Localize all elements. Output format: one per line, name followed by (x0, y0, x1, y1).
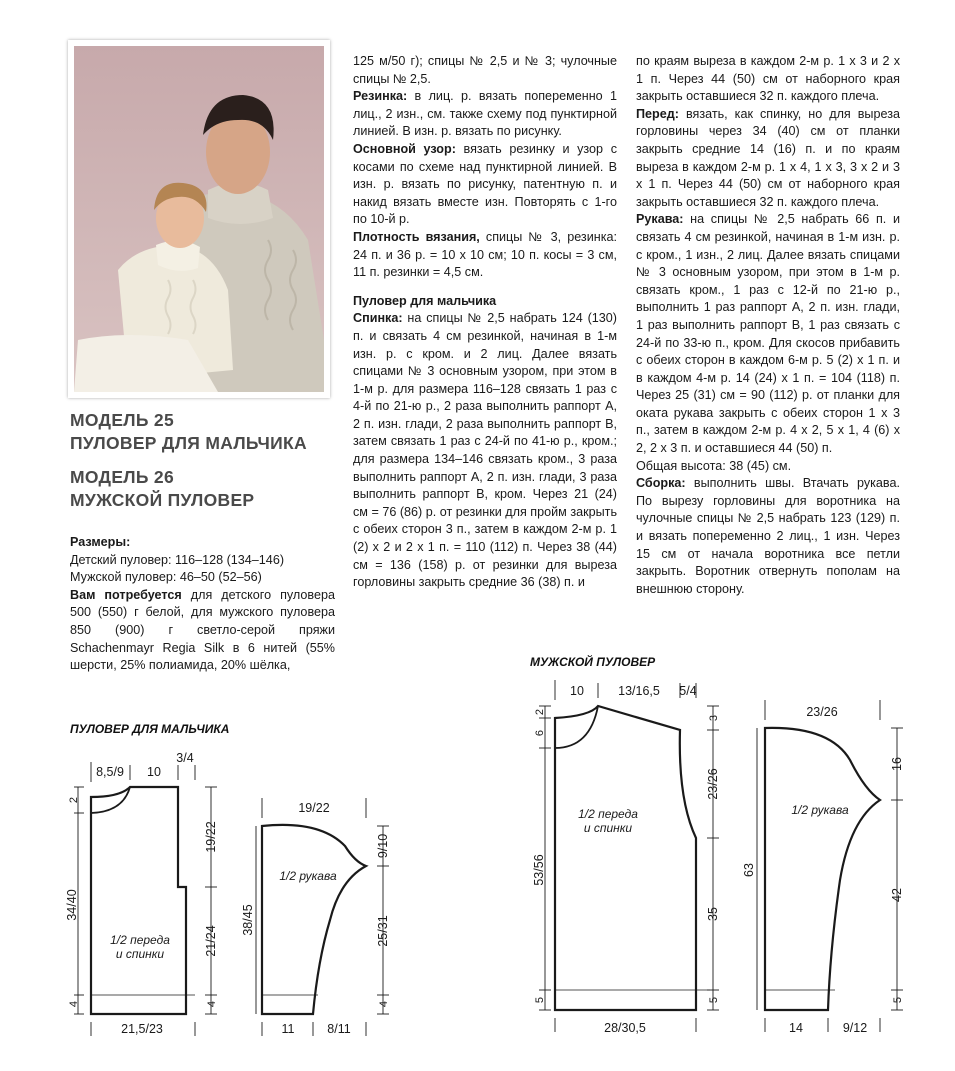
men-neck-front: 6 (534, 729, 546, 737)
men-armhole-height: 23/26 (706, 768, 720, 800)
boy-sleeve-dimension-lines (256, 798, 389, 1036)
men-rib-right: 5 (708, 996, 720, 1004)
back-text: на спицы № 2,5 набрать 124 (130) п. и связать 4 см резинкой, начиная в 1-м изн. р. с кром. и 2 лиц. Далее вязать спицами № 3 основным узором, при этом в 1-м р. для размера 116–128 связать 1 раз с 4-й по 21-ю р., 2 раза выполнить раппорт А, 2 п. изн. глади, 2 раза выполнить раппорт В, затем связать 1 раз с 24-й по 41-ю р., кром.; для размера 134–146 связать кром., 3 раза выполнить раппорт А, 2 п. изн. глади, 3 раза выполнить раппорт В, кром. Через 21 (24) см = 76 (86) р. от резинки для пройм закрыть с обеих сторон 3 п., затем в каждом 2-м р. 1 (2) х 2 и 2 х 1 п. = 110 (112) п. Через 38 (44) см = 136 (158) р. от резинки для выреза горловины закрыть средние 36 (38) п. и (353, 311, 617, 590)
boy-side-height: 21/24 (204, 925, 218, 957)
model-25-title: ПУЛОВЕР ДЛЯ МАЛЬЧИКА (70, 433, 307, 453)
boy-shoulder: 10 (147, 765, 161, 779)
front-text: вязать, как спинку, но для выреза горловины через 34 (40) см от планки закрыть средние 14 (16) п. и по краям выреза в каждом 2-м р. 1 х 4, 1 х 3, 3 х 2 и 3 х 1 п. Через 44 (50) см от наборного края закрыть оставшиеся 32 п. каждого плеча. (636, 106, 900, 209)
sizes-men: Мужской пуловер: 46–50 (52–56) (70, 570, 262, 585)
boy-armhole-height: 19/22 (204, 821, 218, 853)
model-25-number: МОДЕЛЬ 25 (70, 410, 174, 430)
sizes-label: Размеры: (70, 535, 131, 549)
men-body-label-1: 1/2 переда (578, 807, 638, 821)
density-text: спицы № 3, резинка: 24 п. и 36 р. = 10 х 10 см; 10 п. косы = 3 см, 11 п. резинки = 4,5 см. (353, 229, 617, 280)
boy-total-height: 34/40 (65, 889, 79, 921)
boy-sleeve-side: 25/31 (376, 915, 390, 947)
assembly-text: выполнить швы. Втачать рукава. По вырезу горловины для воротника на чулочные спицы № 2,5 набрать 123 (129) п. и вязать попеременно 2 лиц., 1 изн. Через 15 см от начала воротника все петли закрыть. Воротник отвернуть пополам на внешнюю сторону. (636, 476, 900, 596)
men-side-height: 35 (706, 907, 720, 921)
boy-sleeve-half: 11 (281, 1022, 295, 1036)
rib-text: в лиц. р. вязать попеременно 1 лиц., 2 изн., см. также схему под пунктирной линией. В изн. р. вязать по рисунку. (353, 89, 617, 139)
boy-sleeve-total: 38/45 (241, 904, 255, 936)
main-pattern-label: Основной узор: (353, 141, 456, 156)
men-width: 28/30,5 (604, 1021, 646, 1035)
need-text: для детского пуловера 500 (550) г белой, для мужского пуловера 850 (900) г светло-серой пряжи Schachenmayr Regia Silk в 6 нитей (55% шерсти, 25% полиамида, 20% шёлка, (70, 587, 335, 673)
assembly-label: Сборка: (636, 476, 686, 491)
men-total-height: 53/56 (532, 854, 546, 886)
men-neck-width: 10 (570, 684, 584, 698)
men-sleeve-label: 1/2 рукава (791, 803, 849, 817)
men-body-dimension-lines (539, 680, 719, 1032)
boy-rib-left: 4 (68, 1000, 80, 1008)
need-label: Вам потребуется (70, 587, 182, 602)
sleeves-label: Рукава: (636, 212, 684, 227)
men-sleeve-half: 14 (789, 1021, 803, 1035)
men-sleeve-slope: 9/12 (842, 1021, 868, 1035)
boy-neck-width: 8,5/9 (96, 765, 124, 779)
sleeves-text: на спицы № 2,5 набрать 66 п. и связать 4 см резинкой, начиная в 1-м изн. р. с кром., 1 изн., 2 лиц. Далее вязать спицами № 3 основным узором, при этом в 1-м р. связать кром., 1 раз с 12-й по 21-ю р., выполнить 1 раз раппорт А, 2 п. изн. глади, 1 раз выполнить раппорт В, 1 раз связать с 24-й по 33-ю п., кром. Для скосов прибавить с обеих сторон в каждом 6-м р. 5 (2) х 1 п. и в каждом 4-м р. 14 (24) х 1 п. = 104 (118) п. Через 25 (31) см = 90 (112) р. от планки для оката рукава закрыть с обеих сторон 1 х 3 п., затем в каждом 2-м р. 4 х 2, 5 х 1, 4 (6) х 2, 2 х 3 п. и оставшиеся 44 (50) п. (636, 212, 900, 456)
back-label: Спинка: (353, 311, 403, 326)
men-diagram-title: МУЖСКОЙ ПУЛОВЕР (530, 655, 656, 669)
boy-sleeve-rib: 4 (378, 1000, 390, 1008)
boy-sleeve-top: 19/22 (298, 801, 330, 815)
front-label: Перед: (636, 106, 679, 121)
men-sleeve-total: 63 (742, 863, 756, 877)
men-rib-left: 5 (534, 996, 546, 1004)
men-sleeve-cap: 16 (890, 757, 904, 771)
men-sleeve-side: 42 (890, 888, 904, 902)
boy-armhole-step: 3/4 (176, 751, 194, 765)
boy-neck-depth: 2 (68, 796, 80, 804)
boy-width: 21,5/23 (121, 1022, 163, 1036)
model-26-title: МУЖСКОЙ ПУЛОВЕР (70, 490, 255, 510)
men-neck-back: 2 (534, 708, 546, 716)
density-label: Плотность вязания, (353, 229, 480, 244)
boy-body-label-2: и спинки (115, 947, 165, 961)
total-height: Общая высота: 38 (45) см. (636, 458, 792, 473)
rib-label: Резинка: (353, 89, 408, 104)
men-sleeve-top: 23/26 (806, 705, 838, 719)
model-26-number: МОДЕЛЬ 26 (70, 467, 174, 487)
men-shoulder-drop: 3 (708, 714, 720, 722)
boy-sleeve-pattern (262, 825, 366, 1014)
boy-body-pattern (91, 787, 195, 1014)
men-armhole-step: 5/4 (679, 684, 697, 698)
boy-sleeve-label: 1/2 рукава (279, 869, 337, 883)
main-pattern-text: вязать резинку и узор с косами по схеме над пунктирной линией. В изн. р. вязать по рисунку, патентную п. и накид вязать вместе изн. Повторять с 1-го по 10-й р. (353, 141, 617, 227)
boy-diagram-title: ПУЛОВЕР ДЛЯ МАЛЬЧИКА (70, 722, 230, 736)
boy-section-title: Пуловер для мальчика (353, 293, 497, 308)
sizes-child: Детский пуловер: 116–128 (134–146) (70, 552, 285, 567)
boy-sleeve-cap: 9/10 (376, 833, 390, 859)
back-continued: по краям выреза в каждом 2-м р. 1 х 3 и 2 х 1 п. Через 44 (50) см от наборного края закрыть оставшиеся 32 п. каждого плеча. (636, 54, 900, 104)
men-sleeve-pattern (765, 728, 880, 1010)
boy-body-label-1: 1/2 переда (110, 933, 170, 947)
boy-sleeve-slope: 8/11 (327, 1022, 351, 1036)
men-body-label-2: и спинки (583, 821, 633, 835)
materials-continued: 125 м/50 г); спицы № 2,5 и № 3; чулочные спицы № 2,5. (353, 54, 617, 86)
men-body-pattern (555, 706, 710, 1010)
boy-rib-right: 4 (206, 1000, 218, 1008)
men-shoulder: 13/16,5 (618, 684, 660, 698)
men-sleeve-rib: 5 (892, 996, 904, 1004)
